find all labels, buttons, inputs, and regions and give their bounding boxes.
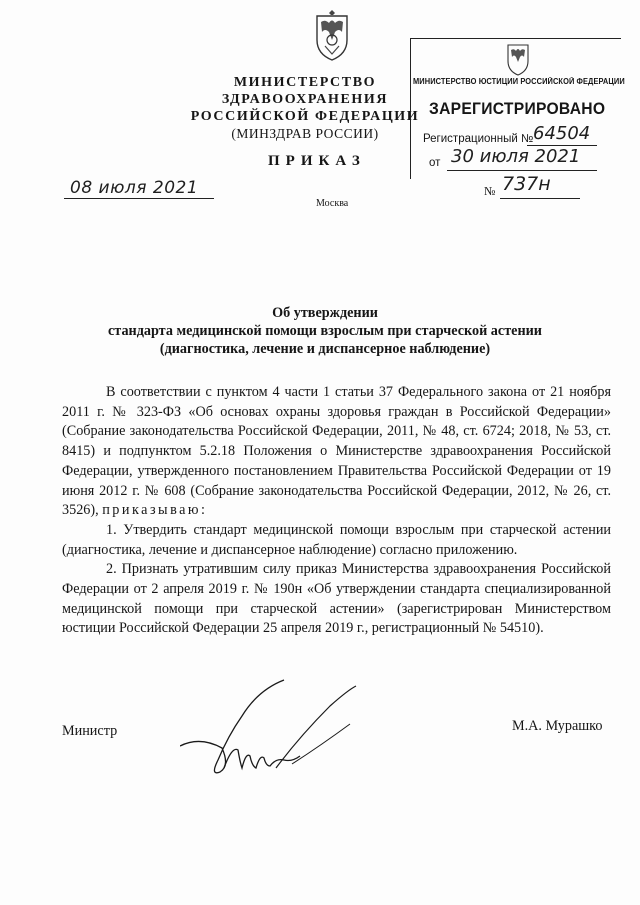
stamp-date-label: от — [429, 157, 441, 169]
title-line1: Об утверждении — [272, 305, 378, 321]
stamp-number-label: Регистрационный № — [423, 133, 534, 145]
ministry-name-line1: МИНИСТЕРСТВО ЗДРАВООХРАНЕНИЯ — [221, 75, 389, 107]
order-item-2: 2. Признать утратившим силу приказ Министерства здравоохранения Российской Федерации от 2 апреля 2019 г. № 190н «Об утверждении стандарта специализированной медицинской помощи при старческой астении» (зарегистрирован Министерством юстиции Российской Федерации 25 апреля 2019 г., регистрационный № 54510). — [62, 561, 611, 637]
document-title — [80, 304, 570, 358]
number-sign: № — [484, 184, 496, 198]
order-item-1: 1. Утвердить стандарт медицинской помощи взрослым при старческой астении (диагностика, лечение и диспансерное наблюдение) согласно приложению. — [62, 521, 611, 558]
preamble-text: В соответствии с пунктом 4 части 1 статьи 37 Федерального закона от 21 ноября 2011 г. № 323-ФЗ «Об основах охраны здоровья граждан в Российской Федерации» (Собрание законодательства Российской Федерации, 2011, № 48, ст. 6724; 2018, № 53, ст. 8415) и подпунктом 5.2.18 Положения о Министерстве здравоохранения Российской Федерации, утвержденного постановлением Правительства Российской Федерации от 19 июня 2012 г. № 608 (Собрание законодательства Российской Федерации, 2012, № 26, ст. 3526), — [62, 384, 611, 519]
ministry-name-line2: РОССИЙСКОЙ ФЕДЕРАЦИИ — [190, 109, 420, 124]
order-word: приказываю: — [102, 502, 208, 519]
stamp-status: ЗАРЕГИСТРИРОВАНО — [429, 99, 606, 118]
city-label: Москва — [316, 198, 349, 209]
title-line3: (диагностика, лечение и диспансерное наблюдение) — [159, 341, 491, 357]
handwritten-signature — [180, 676, 410, 786]
number-underline — [500, 198, 580, 199]
stamp-date-underline — [447, 170, 597, 171]
coat-of-arms-emblem — [309, 10, 355, 64]
stamp-date-value: 30 июля 2021 — [451, 146, 581, 167]
date-underline — [64, 198, 214, 199]
order-date-handwritten: 08 июля 2021 — [70, 178, 199, 198]
stamp-number-value: 64504 — [533, 123, 591, 144]
signatory-position: Министр — [62, 723, 118, 739]
ministry-short-name: (МИНЗДРАВ РОССИИ) — [231, 126, 379, 141]
stamp-emblem-icon — [503, 41, 533, 77]
document-type: ПРИКАЗ — [268, 153, 366, 169]
preamble-paragraph — [62, 383, 611, 521]
signatory-name: М.А. Мурашко — [512, 718, 603, 734]
title-line2: стандарта медицинской помощи взрослым при старческой астении — [108, 323, 542, 339]
registration-stamp — [410, 38, 625, 179]
stamp-authority: МИНИСТЕРСТВО ЮСТИЦИИ РОССИЙСКОЙ ФЕДЕРАЦИИ — [413, 77, 625, 86]
document-body — [62, 383, 611, 639]
order-number-handwritten: 737н — [502, 173, 551, 195]
